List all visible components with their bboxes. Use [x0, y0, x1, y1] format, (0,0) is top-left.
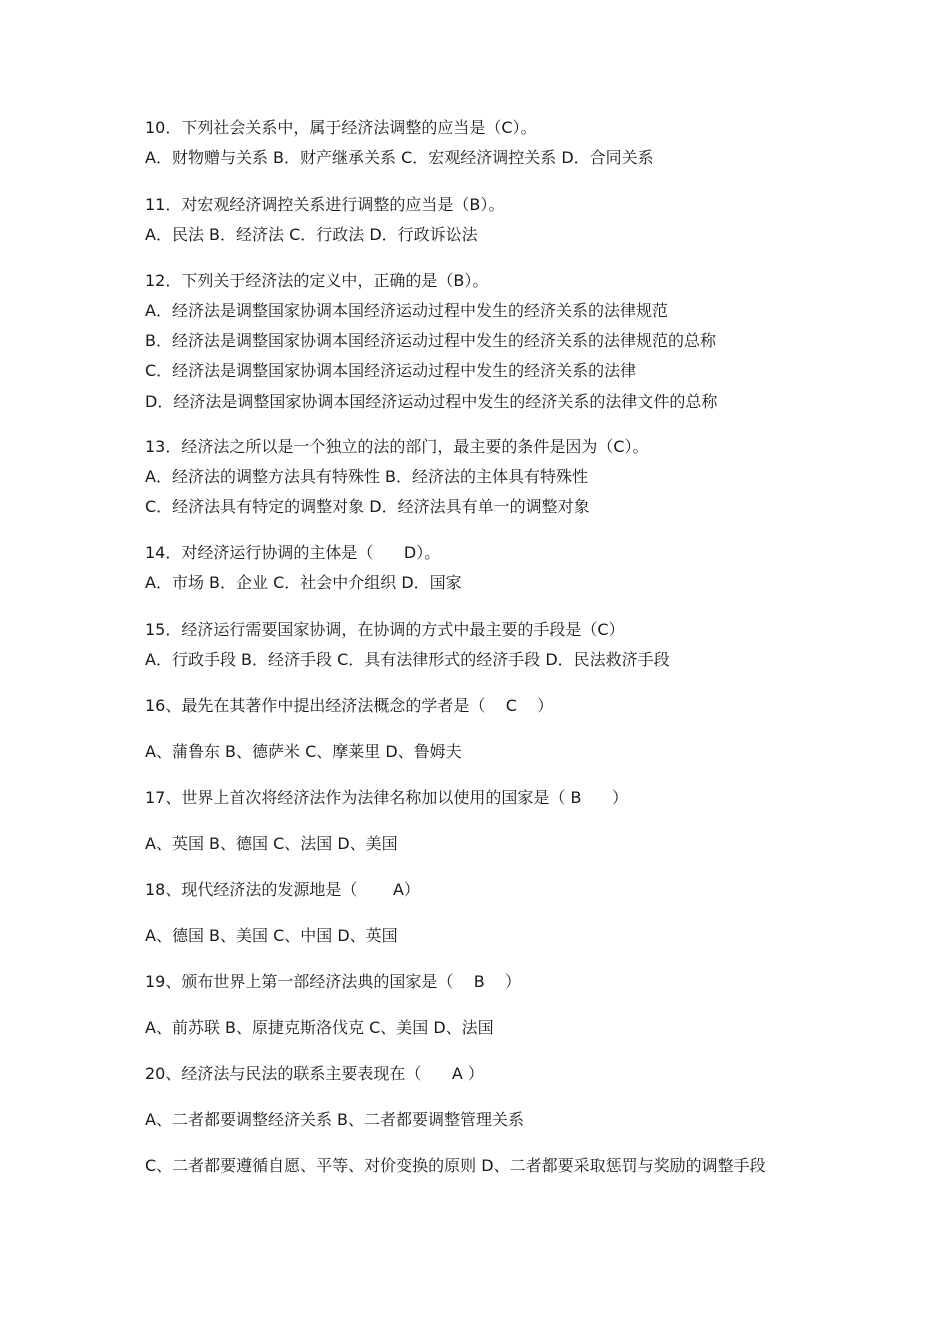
question-19-options: A、前苏联 B、原捷克斯洛伐克 C、美国 D、法国 — [145, 1018, 494, 1037]
question-12-option-c: C．经济法是调整国家协调本国经济运动过程中发生的经济关系的法律 — [145, 361, 637, 380]
question-20-options-cd: C、二者都要遵循自愿、平等、对价变换的原则 D、二者都要采取惩罚与奖励的调整手段 — [145, 1156, 766, 1175]
question-15-options: A．行政手段 B．经济手段 C．具有法律形式的经济手段 D．民法救济手段 — [145, 650, 670, 669]
question-16-options: A、蒲鲁东 B、德萨米 C、摩莱里 D、鲁姆夫 — [145, 742, 462, 761]
question-16-text: 16、最先在其著作中提出经济法概念的学者是（ C ） — [145, 696, 554, 715]
question-17-text: 17、世界上首次将经济法作为法律名称加以使用的国家是（ B ） — [145, 788, 628, 807]
question-10-options: A．财物赠与关系 B．财产继承关系 C．宏观经济调控关系 D．合同关系 — [145, 148, 654, 167]
question-20-options-ab: A、二者都要调整经济关系 B、二者都要调整管理关系 — [145, 1110, 525, 1129]
question-13-options-cd: C．经济法具有特定的调整对象 D．经济法具有单一的调整对象 — [145, 497, 590, 516]
question-14-text: 14．对经济运行协调的主体是（ D）。 — [145, 543, 441, 562]
question-13-text: 13．经济法之所以是一个独立的法的部门，最主要的条件是因为（C）。 — [145, 437, 649, 456]
question-11-text: 11．对宏观经济调控关系进行调整的应当是（B）。 — [145, 195, 505, 214]
question-10-text: 10．下列社会关系中，属于经济法调整的应当是（C）。 — [145, 118, 537, 137]
question-18-options: A、德国 B、美国 C、中国 D、英国 — [145, 926, 398, 945]
question-12-option-d: D．经济法是调整国家协调本国经济运动过程中发生的经济关系的法律文件的总称 — [145, 392, 718, 411]
question-11-options: A．民法 B．经济法 C．行政法 D．行政诉讼法 — [145, 225, 478, 244]
question-18-text: 18、现代经济法的发源地是（ A） — [145, 880, 420, 899]
question-19-text: 19、颁布世界上第一部经济法典的国家是（ B ） — [145, 972, 522, 991]
question-17-options: A、英国 B、德国 C、法国 D、美国 — [145, 834, 398, 853]
question-12-option-b: B．经济法是调整国家协调本国经济运动过程中发生的经济关系的法律规范的总称 — [145, 331, 716, 350]
question-13-options-ab: A．经济法的调整方法具有特殊性 B．经济法的主体具有特殊性 — [145, 467, 589, 486]
question-15-text: 15．经济运行需要国家协调，在协调的方式中最主要的手段是（C） — [145, 620, 625, 639]
question-20-text: 20、经济法与民法的联系主要表现在（ A ） — [145, 1064, 484, 1083]
question-14-options: A．市场 B．企业 C．社会中介组织 D．国家 — [145, 573, 462, 592]
question-12-option-a: A．经济法是调整国家协调本国经济运动过程中发生的经济关系的法律规范 — [145, 301, 668, 320]
question-12-text: 12．下列关于经济法的定义中，正确的是（B）。 — [145, 271, 489, 290]
